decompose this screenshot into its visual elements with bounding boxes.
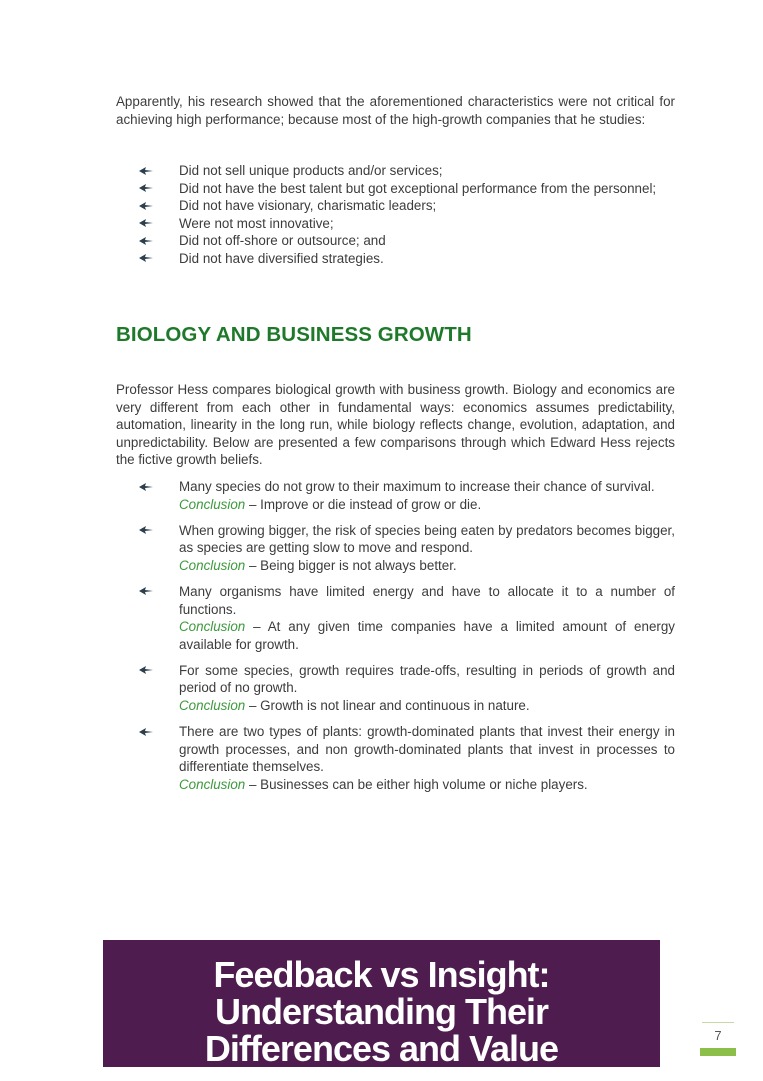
list-item: Did not off-shore or outsource; and (116, 232, 675, 250)
arrow-bullet-icon (138, 215, 154, 232)
list-item: For some species, growth requires trade-offs, resulting in periods of growth and period of no growth. Conclusion – Growth is not linear and continuous in nature. (116, 662, 675, 715)
arrow-bullet-icon (138, 162, 154, 179)
list-item: Were not most innovative; (116, 215, 675, 233)
comparison-paragraph: Professor Hess compares biological growth with business growth. Biology and economics are very different from each other in fundamental ways: economics assumes predictability, automation, linearity in the long run, while biology reflects change, evolution, adaptation, and unpredictability. Below are presented a few comparisons through which Edward Hess rejects the fictive growth beliefs. (116, 382, 675, 468)
conclusion-label: Conclusion (179, 619, 246, 635)
arrow-bullet-icon (138, 522, 154, 539)
conclusion-label: Conclusion (179, 776, 246, 792)
list-item: Many species do not grow to their maximum to increase their chance of survival. Conclusion – Improve or die instead of grow or die. (116, 478, 675, 513)
list-item: Did not have diversified strategies. (116, 250, 675, 268)
page-number: 7 (714, 1028, 722, 1043)
comparisons-list (116, 478, 675, 802)
list-item: There are two types of plants: growth-dominated plants that invest their energy in growth processes, and non growth-dominated plants that invest in processes to differentiate themselves. Conclusion – Businesses can be either high volume or niche players. (116, 723, 675, 793)
characteristics-list (116, 162, 675, 268)
arrow-bullet-icon (138, 723, 154, 740)
page-number-bar (700, 1048, 736, 1056)
arrow-bullet-icon (138, 232, 154, 249)
list-item: Did not have the best talent but got exceptional performance from the personnel; (116, 180, 675, 198)
arrow-bullet-icon (138, 478, 154, 495)
arrow-bullet-icon (138, 583, 154, 600)
list-item: Did not sell unique products and/or services; (116, 162, 675, 180)
page-number-divider (702, 1022, 734, 1023)
arrow-bullet-icon (138, 662, 154, 679)
intro-paragraph: Apparently, his research showed that the aforementioned characteristics were not critical for achieving high performance; because most of the high-growth companies that he studies: (116, 94, 675, 127)
arrow-bullet-icon (138, 250, 154, 267)
title-banner[interactable] (103, 940, 660, 1067)
banner-title-line-2: Understanding Their (214, 991, 549, 1032)
conclusion-label: Conclusion (179, 496, 246, 512)
conclusion-label: Conclusion (179, 557, 246, 573)
list-item: Many organisms have limited energy and have to allocate it to a number of functions. Conclusion – At any given time companies have a limited amount of energy available for growth. (116, 583, 675, 653)
list-item: Did not have visionary, charismatic leaders; (116, 197, 675, 215)
conclusion-label: Conclusion (179, 698, 246, 714)
banner-title-line-1: Feedback vs Insight: (213, 954, 550, 995)
arrow-bullet-icon (138, 180, 154, 197)
banner-title-line-3: Differences and Value (204, 1028, 559, 1069)
list-item: When growing bigger, the risk of species being eaten by predators becomes bigger, as species are getting slow to move and respond. Conclusion – Being bigger is not always better. (116, 522, 675, 575)
section-heading: BIOLOGY AND BUSINESS GROWTH (116, 323, 472, 346)
page-number-badge (700, 1022, 736, 1056)
arrow-bullet-icon (138, 197, 154, 214)
